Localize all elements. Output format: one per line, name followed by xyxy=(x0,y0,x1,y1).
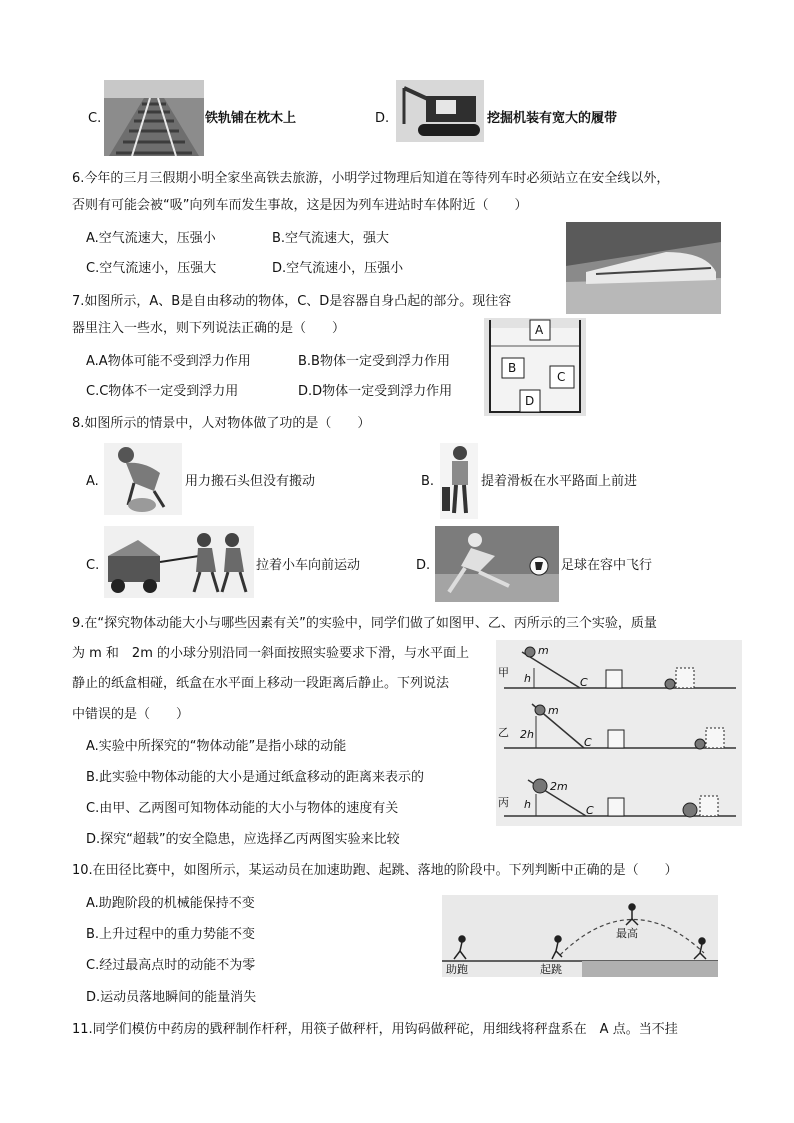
row-yi-height: 2h xyxy=(520,728,534,741)
block-b-label: B xyxy=(508,361,517,375)
q9-option-c: C.由甲、乙两图可知物体动能的大小与物体的速度有关 xyxy=(86,801,399,816)
boy-carrying-skateboard-image xyxy=(440,443,478,519)
block-d-label: D xyxy=(525,394,535,408)
q8-option-a-text: 用力搬石头但没有搬动 xyxy=(185,474,316,489)
long-jump-diagram xyxy=(442,895,718,977)
q7-option-a: A.A物体可能不受到浮力作用 xyxy=(86,354,251,369)
q10-option-d: D.运动员落地瞬间的能量消失 xyxy=(86,990,257,1005)
q6-option-c: C.空气流速小，压强大 xyxy=(86,261,217,276)
q9-line-2: 为 m 和 2m 的小球分别沿同一斜面按照实验要求下滑，与水平面上 xyxy=(72,646,469,661)
q5-option-c-text: 铁轨铺在枕木上 xyxy=(205,111,297,126)
q6-line-2: 否则有可能会被“吸”向列车而发生事故，这是因为列车进站时车体附近（ ） xyxy=(72,198,528,213)
q5-option-c-letter: C. xyxy=(88,111,102,126)
q8-option-d-text: 足球在容中飞行 xyxy=(561,558,653,573)
q8-option-d-letter: D. xyxy=(416,558,431,573)
take-off-label: 起跳 xyxy=(540,963,562,976)
block-a-label: A xyxy=(535,323,544,337)
q5-option-d-letter: D. xyxy=(375,111,390,126)
q9-line-3: 静止的纸盒相碰，纸盒在水平面上移动一段距离后静止。下列说法 xyxy=(72,676,450,691)
q9-option-a: A.实验中所探究的“物体动能”是指小球的动能 xyxy=(86,739,347,754)
row-bing-label: 丙 xyxy=(498,796,509,809)
q10-option-a: A.助跑阶段的机械能保持不变 xyxy=(86,896,255,911)
q7-option-c: C.C物体不一定受到浮力用 xyxy=(86,384,239,399)
q8-option-b-text: 提着滑板在水平路面上前进 xyxy=(481,474,638,489)
q8-option-c-text: 拉着小车向前运动 xyxy=(256,558,361,573)
q9-option-d: D.探究“超载”的安全隐患，应选择乙丙两图实验来比较 xyxy=(86,832,400,847)
excavator-photo xyxy=(396,80,484,142)
q8-stem: 8.如图所示的情景中，人对物体做了功的是（ ） xyxy=(72,416,371,431)
high-speed-train-photo xyxy=(566,222,721,314)
row-yi-mass: m xyxy=(548,704,559,717)
block-c-label: C xyxy=(557,370,566,384)
q7-line-1: 7.如图所示，A、B是自由移动的物体，C、D是容器自身凸起的部分。现往容 xyxy=(72,294,512,309)
football-player-image xyxy=(435,526,559,602)
q5-option-d-text: 挖掘机装有宽大的履带 xyxy=(487,111,618,126)
row-bing-point: C xyxy=(586,804,594,817)
row-bing-mass: 2m xyxy=(550,780,568,793)
q6-option-b: B.空气流速大，强大 xyxy=(272,231,390,246)
person-lifting-stone-image xyxy=(104,443,182,515)
row-bing-height: h xyxy=(524,798,531,811)
row-yi-point: C xyxy=(584,736,592,749)
q9-line-1: 9.在“探究物体动能大小与哪些因素有关”的实验中，同学们做了如图甲、乙、丙所示的三个实验，质量 xyxy=(72,616,657,631)
q7-option-d: D.D物体一定受到浮力作用 xyxy=(298,384,453,399)
row-jia-label: 甲 xyxy=(498,666,509,679)
children-pulling-cart-image xyxy=(104,526,254,598)
q7-line-2: 器里注入一些水，则下列说法正确的是（ ） xyxy=(72,321,346,336)
q8-option-a-letter: A. xyxy=(86,474,99,489)
q9-line-4: 中错误的是（ ） xyxy=(72,707,190,722)
railway-photo xyxy=(104,80,204,156)
q8-option-c-letter: C. xyxy=(86,558,100,573)
q6-option-d: D.空气流速小，压强小 xyxy=(272,261,404,276)
row-jia-height: h xyxy=(524,672,531,685)
q11-line-1: 11.同学们模仿中药房的戥秤制作杆秤，用筷子做秤杆，用钩码做秤砣，用细线将秤盘系在 A 点。当不挂 xyxy=(72,1022,678,1037)
q9-option-b: B.此实验中物体动能的大小是通过纸盒移动的距离来表示的 xyxy=(86,770,425,785)
row-yi-label: 乙 xyxy=(498,726,509,739)
q10-option-c: C.经过最高点时的动能不为零 xyxy=(86,958,256,973)
q7-option-b: B.B物体一定受到浮力作用 xyxy=(298,354,450,369)
q10-stem: 10.在田径比赛中，如图所示，某运动员在加速助跑、起跳、落地的阶段中。下列判断中正确的是（ ） xyxy=(72,863,678,878)
q10-option-b: B.上升过程中的重力势能不变 xyxy=(86,927,256,942)
q6-line-1: 6.今年的三月三假期小明全家坐高铁去旅游，小明学过物理后知道在等待列车时必须站立在安全线以外， xyxy=(72,171,670,186)
row-jia-point: C xyxy=(580,676,588,689)
container-diagram xyxy=(484,318,586,416)
q6-option-a: A.空气流速大，压强小 xyxy=(86,231,216,246)
kinetic-energy-experiment-diagram xyxy=(496,640,742,826)
run-up-label: 助跑 xyxy=(446,963,468,976)
q8-option-b-letter: B. xyxy=(421,474,435,489)
highest-point-label: 最高 xyxy=(616,927,638,940)
row-jia-mass: m xyxy=(538,644,549,657)
